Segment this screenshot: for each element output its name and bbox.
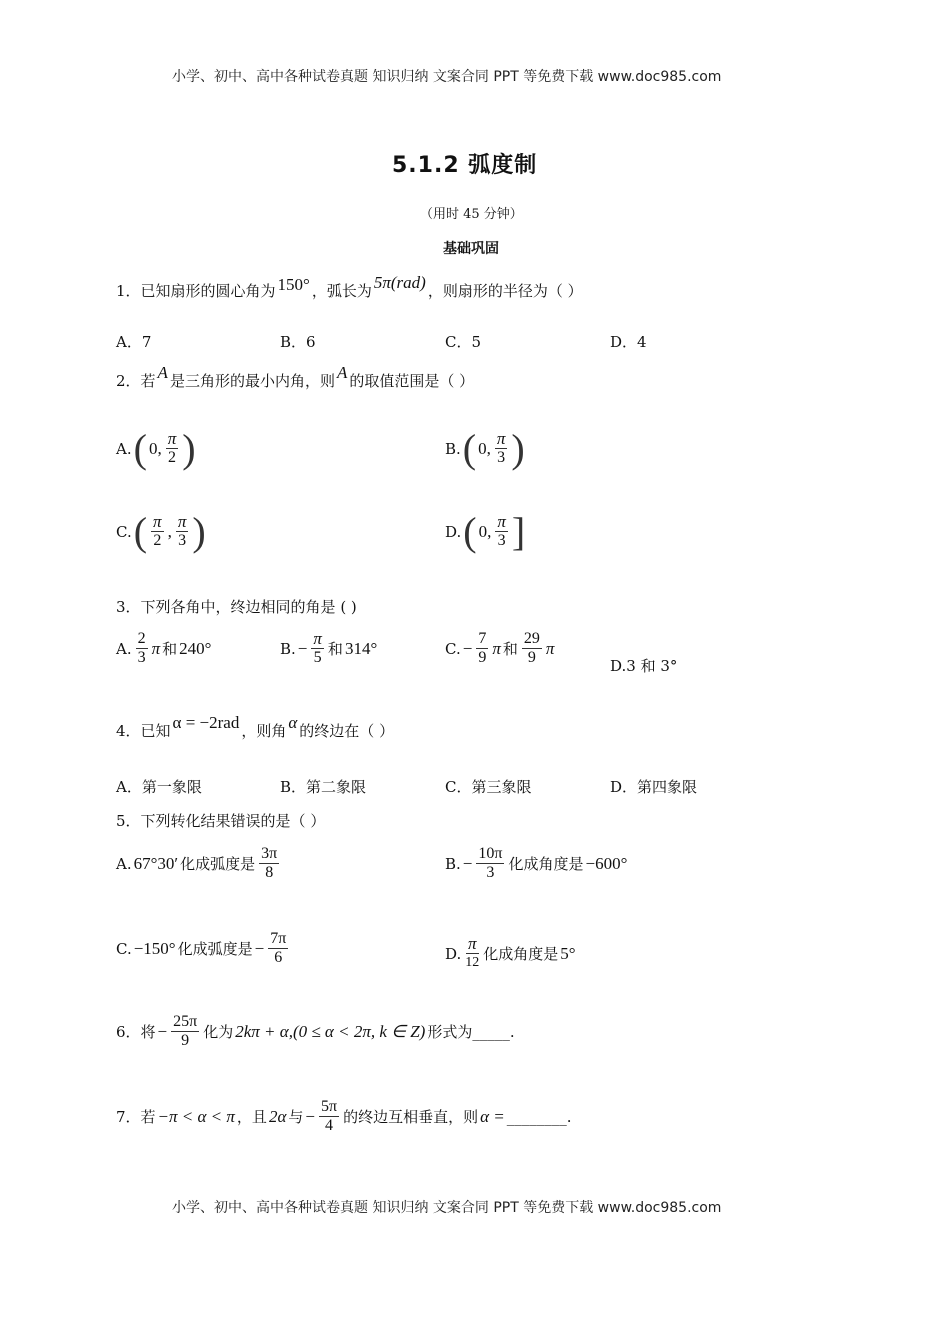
numerator: π [153,512,162,531]
q4-option-c: C．第三象限 [445,778,532,796]
text: 化成角度是 [508,855,584,873]
angle: −150° [133,938,176,958]
denominator: 3 [497,449,506,466]
q6-math: 2kπ + α,(0 ≤ α < 2π, k ∈ Z) [235,1021,426,1041]
angle: −600° [585,853,628,873]
denominator: 12 [465,955,480,970]
q1-option-c: C．5 [445,333,482,351]
pi: π [545,638,555,658]
q2-option-b [445,425,525,472]
denominator: 9 [527,649,536,666]
minus: − [297,638,308,658]
q1-option-a: A．7 [116,333,152,351]
denominator: 3 [178,532,187,549]
option-label: D. [445,944,462,963]
text: 化成角度是 [483,945,559,963]
q5-option-d [445,935,576,972]
fraction [171,1013,199,1050]
paren: ) [192,509,206,554]
paren: ( [133,509,148,554]
paren: ( [463,509,477,554]
numerator: π [167,429,177,448]
q3-option-d: D.3 和 3° [610,657,678,675]
q2-option-d [445,508,525,555]
numerator: 7π [270,930,287,947]
fraction [311,630,324,667]
question-1 [116,272,583,301]
q4-var: α [288,712,298,732]
option-label: C. [116,939,132,958]
numerator: π [497,512,506,531]
q1-arc: 5π(rad) [373,272,426,292]
denominator: 6 [274,949,283,966]
q4-text: ，则角 [241,722,287,740]
q2-text: 是三角形的最小内角，则 [169,372,335,390]
pi: π [151,638,161,658]
minus: − [462,853,473,873]
text: 化成弧度是 [180,855,256,873]
q7-math: −π < α < π [157,1106,235,1126]
fraction [176,513,189,550]
fraction [476,845,504,882]
fraction [495,513,508,550]
numerator: 10π [478,845,503,862]
question-5: 5．下列转化结果错误的是（ ） [116,812,326,830]
question-7 [116,1098,572,1135]
math: 0, [478,438,491,458]
question-6 [116,1013,515,1050]
minus: − [254,938,265,958]
q1-text: 1．已知扇形的圆心角为 [116,282,276,300]
fraction [166,430,179,467]
option-label: B. [280,639,296,658]
option-label: C. [445,639,461,658]
denominator: 9 [181,1032,190,1049]
q4-option-b: B．第二象限 [280,778,367,796]
q5-option-a [116,845,281,882]
page-header: 小学、初中、高中各种试卷真题 知识归纳 文案合同 PPT 等免费下载 www.doc985.com [172,69,722,85]
q7-text: ，且 [236,1108,267,1126]
fraction [522,630,542,667]
q6-blank: 形式为_____. [427,1023,515,1041]
q2-option-a [116,425,196,472]
numerator: 7 [478,630,487,647]
angle: 5° [560,943,576,963]
question-4 [116,712,395,741]
paren: ( [462,426,477,471]
option-label: D. [445,522,462,541]
option-label: B. [445,854,461,873]
q1-option-d: D．4 [610,333,647,351]
q7-text: 的终边互相垂直，则 [343,1108,479,1126]
numerator: π [468,934,477,953]
q2-text: 的取值范围是（ ） [349,372,475,390]
option-label: A. [116,854,132,873]
numerator: π [496,429,506,448]
fraction [136,630,148,667]
math: 0, [478,521,492,541]
fraction [476,630,488,667]
denominator: 2 [153,532,162,549]
page-title: 5.1.2 弧度制 [392,153,538,178]
q4-math: α = −2rad [172,712,240,732]
denominator: 3 [497,532,506,549]
q2-option-c: C. ( $\frac{\pi}{2}$ , $\frac{\pi}{3}$ ) [116,509,206,554]
q7-math: 2α [268,1106,287,1126]
denominator: 9 [478,649,487,666]
q7-blank: ________. [506,1107,572,1126]
fraction [151,513,164,550]
q7-math: α = [480,1106,505,1126]
section-heading: 基础巩固 [443,241,499,257]
q7-text: 7．若 [116,1108,156,1126]
fraction [495,430,508,467]
fraction [268,930,288,967]
option-label: B. [445,439,461,458]
minus: − [305,1106,315,1126]
numerator: 5π [320,1098,338,1115]
q4-option-d: D．第四象限 [610,778,698,796]
denominator: 5 [313,649,322,666]
pi: π [492,638,501,658]
angle: 67°30′ [133,853,179,873]
paren: ) [511,426,525,471]
q6-text: 6．将 [116,1023,156,1041]
fraction [259,845,279,882]
text: 和 [502,640,518,658]
q1-text: ，弧长为 [311,282,372,300]
q1-option-b: B．6 [280,333,316,351]
math: 0, [148,438,162,458]
q3-option-a [116,630,211,667]
paren: ] [511,509,526,554]
denominator: 3 [137,649,146,666]
q4-text: 4．已知 [116,722,171,740]
q2-var: A [336,362,348,382]
denominator: 3 [486,864,495,881]
paren: ) [182,426,196,471]
paren: ( [133,426,147,471]
q2-text: 2．若 [116,372,156,390]
fraction [319,1098,339,1135]
text: 和 [162,640,178,658]
numerator: 3π [261,845,278,862]
page-footer: 小学、初中、高中各种试卷真题 知识归纳 文案合同 PPT 等免费下载 www.doc985.com [172,1200,722,1216]
q1-text: ，则扇形的半径为（ ） [427,282,583,300]
question-2 [116,362,475,391]
q6-text: 化为 [203,1023,234,1041]
denominator: 4 [325,1117,334,1134]
denominator: 8 [265,864,274,881]
minus: − [462,638,473,658]
numerator: 29 [523,630,540,647]
q7-text: 与 [288,1108,304,1126]
angle: 240° [179,638,212,658]
numerator: π [313,629,322,648]
q4-text: 的终边在（ ） [299,722,395,740]
q4-option-a: A．第一象限 [116,778,202,796]
q5-option-c [116,930,290,967]
numerator: 25π [173,1013,198,1030]
text: 和 [327,640,343,658]
minus: − [157,1021,168,1041]
q1-angle: 150° [277,274,310,294]
angle: 314° [344,638,378,658]
option-label: C. [116,522,132,541]
question-3: 3．下列各角中，终边相同的角是 ( ) [116,598,357,616]
option-label: A. [116,639,132,658]
numerator: 2 [137,630,146,647]
duration-note: （用时 45 分钟） [420,207,523,222]
option-label: A. [116,439,132,458]
q5-option-b [445,845,627,882]
q3-option-c [445,630,554,667]
numerator: π [177,512,187,531]
denominator: 2 [167,449,176,466]
q2-var: A [157,362,168,382]
fraction [465,935,479,972]
text: 化成弧度是 [177,940,253,958]
q3-option-b [280,630,377,667]
